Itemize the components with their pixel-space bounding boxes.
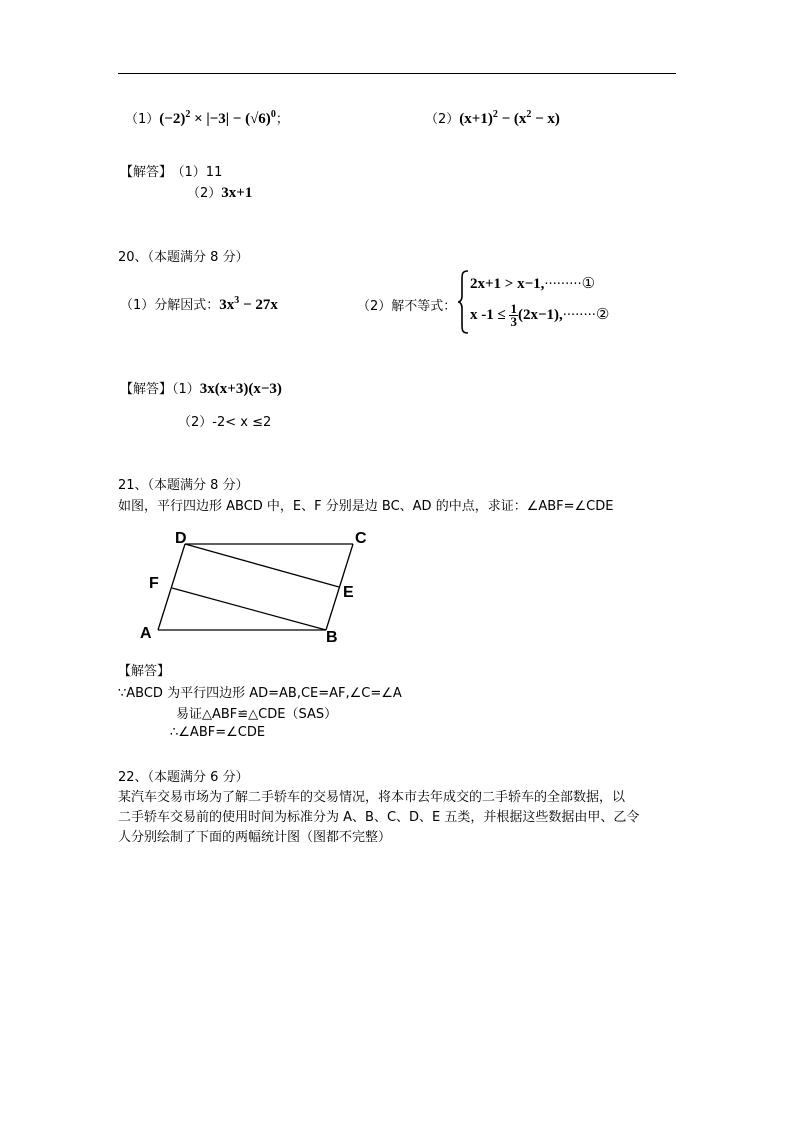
vertex-label-d: D [175,530,187,547]
q20-answer: 【解答】（1）3x(x+3)(x−3) [120,381,282,397]
q20-part1: （1）分解因式：$3x^3 - 27x$ [120,295,278,313]
q20-header: 20、（本题满分 8 分） [118,250,249,265]
q21-answer-line3: ∴∠ABF=∠CDE [170,725,266,740]
q21-problem: 如图，平行四边形 ABCD 中，E、F 分别是边 BC、AD 的中点，求证：∠ABF=∠CDE [118,499,614,514]
q21-answer-line1: ∵ABCD 为平行四边形 AD=AB,CE=AF,∠C=∠A [118,686,402,701]
q19-answer: 【解答】 （1）11 [120,165,223,180]
q19-answer-2: （2）3x+1 [187,185,253,201]
segment-fb [172,588,326,630]
vertex-label-a: A [140,625,152,642]
inequality-1: 2x+1 > x−1,·········① [470,274,596,292]
q19-part1: $(1)(-2)^2 \times |-3| - (√6)^0$； [125,109,289,127]
q21-answer-label: 【解答】 [118,664,171,679]
point-label-f: F [149,575,159,592]
q22-line3: 人分别绘制了下面的两幅统计图（图都不完整） [118,830,392,845]
system-brace [457,270,469,334]
point-label-e: E [343,584,354,601]
q20-part2-label: （2）解不等式： [357,299,457,314]
side-da [158,544,185,630]
q22-line2: 二手轿车交易前的使用时间为标准分为 A、B、C、D、E 五类，并根据这些数据由甲、乙令 [118,810,640,825]
header-rule [118,73,676,74]
parallelogram-figure [132,524,372,648]
q21-answer-line2: 易证△ABF≌△CDE（SAS） [176,707,338,722]
q22-line1: 某汽车交易市场为了解二手轿车的交易情况，将本市去年成交的二手轿车的全部数据，以 [118,790,626,805]
segment-de [185,544,339,587]
q19-part2: $(2)(x+1)^2 - (x^2 - x)$ [425,109,560,127]
answer-label: 【解答】 [120,165,173,180]
inequality-2: x -1 ≤ $\frac{1}{3}$ (2x−1),········② [470,301,610,329]
q21-header: 21、（本题满分 8 分） [118,478,249,493]
vertex-label-c: C [355,530,367,547]
vertex-label-b: B [326,629,338,646]
q20-answer-2: （2）-2< x ≤2 [178,415,272,430]
q22-header: 22、（本题满分 6 分） [118,770,249,785]
